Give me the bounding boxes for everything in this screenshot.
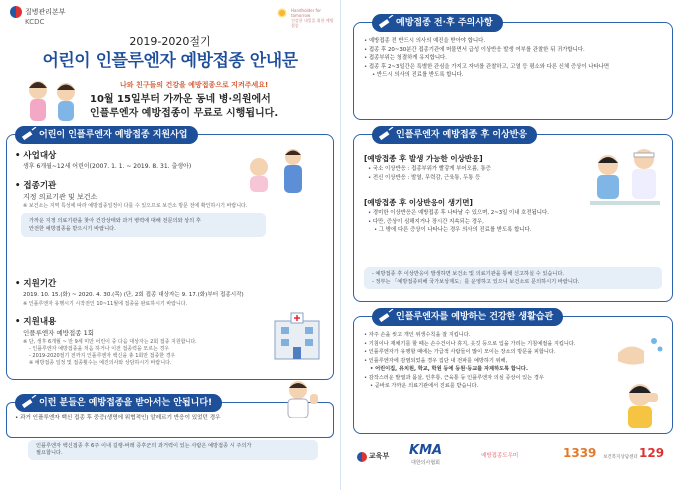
section-title: 인플루엔자 예방접종 후 이상반응 [396, 130, 528, 140]
headline [90, 93, 338, 121]
precautions-section [353, 18, 673, 120]
list-item: • 감작스러운 발열과 몸살, 인후통, 근육통 등 인플루엔자 의심 증상이 있는 경우 [364, 374, 604, 383]
parent-baby-illustration-icon [243, 147, 313, 193]
adverse-reaction-section [353, 130, 673, 302]
contraindication-item: • 과거 인플루엔자 백신 접종 후 중증(생명에 위협적인) 알레르기 반응이 있었던 경우 [15, 415, 221, 421]
agency-heading: • 접종기관 [15, 179, 56, 191]
children-illustration-icon [18, 76, 88, 126]
kma-logo: KMA [409, 443, 443, 458]
list-item: • 기침이나 재채기를 할 때는 손수건이나 휴지, 옷깃 등으로 입을 가리는 기침예절을 지킵니다. [364, 340, 604, 349]
list-item: • 인플루엔자가 유행할 때에는 가급적 사람들이 많이 모이는 장소의 방문을 피합니다. [364, 348, 604, 357]
clinic-building-icon [267, 311, 327, 361]
slogan: 나와 친구들의 건강을 예방접종으로 지켜주세요! [120, 81, 269, 89]
list-item: • 곧바로 가까운 의료기관에서 진료를 받습니다. [364, 382, 604, 391]
section-header [15, 126, 198, 144]
section-header [372, 126, 537, 144]
list-item: • 반드시 의사의 진료를 받도록 합니다. [364, 71, 664, 80]
agency-text: 지정 의료기관 및 보건소 [23, 193, 98, 201]
list-item: • 접종 후 2~3일간은 특별한 관심을 가지고 자녀를 관찰하고, 고열 등 평소와 다른 신체 증상이 나타나면 [364, 63, 664, 72]
report-info-box: - 예방접종 후 이상반응이 발생하면 보건소 및 의료기관을 통해 신고하실 수 있습니다. - 정부는 「예방접종피해 국가보상제도」를 운영하고 있으니 보건소로 문의하시기 바랍니다. [364, 267, 662, 289]
section-header [372, 14, 503, 32]
support-program-section: 어린이 인플루엔자 예방접종 지원사업 • 사업대상 생후 6개월~12세 어린이(2007. 1. 1. ~ 2019. 8. 31. 출생아) • 접종기관 지정 의료기관 및 보건소 ※ 보건소는 지역 특성에 따라 예방접종일정이 다를 수 있으므로 보건소 방문 전에 확인하시기 바랍니다. 가까운 지정 의료기관을 찾아 건강상태와 과거 병력에 대해 전문의와 상의 후 안전한 예방접종을 받으시기 바랍니다. • 지원기간 2019. 10. 15.(화) ~ 2020. 4. 30.(목) (단, 2회 접종 대상자는 9. 17.(화)부터 접종시작) ※ 인플루엔자 유행시기 시작전인 10~11월에 접종을 완료하시기 바랍니다. • 지원내용 인플루엔자 예방접종 1회 ※ 단, 생후 6개월 ~ 만 9세 미만 어린이 중 다음 대상자는 2회 접종 지원합니다. - 인플루엔자 예방접종을 처음 하거나 이전 접종력을 모르는 경우 - 2019-2020절기 전까지 인플루엔자 백신을 총 1회만 접종한 경우 ※ 예방접종 일정 및 접종횟수는 예진의사와 상담하시기 바랍니다. [6, 134, 334, 380]
section-header [15, 394, 222, 412]
headline-line-1: 10월 15일부터 가까운 동네 병·의원에서 [90, 94, 271, 105]
target-text: 생후 6개월~12세 어린이(2007. 1. 1. ~ 2019. 8. 31. 출생아) [23, 163, 192, 170]
syringe-icon [376, 309, 394, 325]
syringe-icon [376, 15, 394, 31]
season-label: 2019-2020절기 [129, 35, 211, 48]
syringe-icon [19, 395, 37, 411]
section-header [372, 308, 563, 326]
syringe-icon [376, 127, 394, 143]
healthy-habits-section [353, 312, 673, 434]
if-reaction-list: • 경미한 이상반응은 예방접종 후 나타날 수 있으며, 2~3일 이내 호전됩니다. • 다만, 증상이 심해지거나 장시간 지속되는 경우, • 그 밖에 다른 증상이 나타나는 경우 의사의 진료를 받도록 합니다. [368, 209, 588, 235]
moe-emblem-icon [357, 452, 367, 462]
agency-info-box: 가까운 지정 의료기관을 찾아 건강상태와 과거 병력에 대해 전문의와 상의 후 안전한 예방접종을 받으시기 바랍니다. [21, 213, 266, 237]
list-item: • 인플루엔자에 감염되었을 경우 집단 내 전파를 예방하기 위해, [364, 357, 604, 366]
list-item: • 예방접종 전 반드시 의사의 예진을 받아야 합니다. [364, 37, 664, 46]
content-text: 인플루엔자 예방접종 1회 [23, 329, 95, 337]
habits-list [364, 331, 604, 391]
call-1339-logo: 1339 [563, 446, 597, 460]
if-reaction-heading: [예방접종 후 이상반응이 생기면] [364, 198, 473, 207]
call-129-label: 보건복지상담센터 [603, 455, 638, 460]
section-title: 예방접종 전·후 주의사항 [396, 18, 493, 28]
list-item: • 자주 손을 씻고 개인 위생수칙을 잘 지킵니다. [364, 331, 604, 340]
doctor-stop-hand-icon [272, 378, 322, 418]
moe-logo: 교육부 [357, 451, 389, 462]
headline-line-2: 인플루엔자 예방접종이 무료로 시행됩니다. [90, 108, 279, 119]
list-item: • 접종 후 20~30분간 접종기관에 머물면서 급성 이상반응 발생 여부를 관찰한 뒤 귀가합니다. [364, 46, 664, 55]
possible-reactions-heading: [예방접종 후 발생 가능한 이상반응] [364, 154, 483, 163]
precautions-list [364, 37, 664, 80]
kma-label: 대한의사협회 [411, 460, 440, 466]
sun-icon [275, 6, 289, 20]
vaccination-helper-logo: Handholder for tomorrow 건강한 내일을 위한 예방접종 [275, 6, 335, 28]
page-title: 어린이 인플루엔자 예방접종 안내문 [42, 51, 298, 71]
section-title: 어린이 인플루엔자 예방접종 지원사업 [39, 130, 188, 140]
period-text: 2019. 10. 15.(화) ~ 2020. 4. 30.(목) (단, 2회 접종 대상자는 9. 17.(화)부터 접종시작) [23, 292, 244, 298]
possible-reactions-list: • 국소 이상반응 : 접종부위가 빨갛게 부어오름, 통증 • 전신 이상반응 : 발열, 무력감, 근육통, 두통 등 [368, 165, 491, 182]
child-fever-illustration-icon [586, 143, 666, 213]
right-page [340, 0, 680, 490]
gbs-info-box: 인플루엔자 백신접종 후 6주 이내 길랭-바레 증후군의 과거력이 있는 사람은 예방접종 시 주의가 필요합니다. [28, 440, 318, 460]
section-title: 이런 분들은 예방접종을 받아서는 안됩니다! [39, 398, 213, 408]
call-129-logo: 129 [639, 446, 665, 460]
content-heading: • 지원내용 [15, 315, 56, 327]
target-heading: • 사업대상 [15, 149, 56, 161]
period-heading: • 지원기간 [15, 277, 56, 289]
period-note: ※ 인플루엔자 유행시기 시작전인 10~11월에 접종을 완료하시기 바랍니다. [23, 301, 188, 307]
hfm-footer-logo: 예방접종도우미 [481, 453, 519, 459]
kcdc-logo: 질병관리본부 KCDC [10, 6, 66, 27]
section-title: 인플루엔자를 예방하는 건강한 생활습관 [396, 312, 554, 322]
partner-logos-footer [341, 440, 680, 490]
list-item: • 어린이집, 유치원, 학교, 학원 등에 등원·등교를 자제하도록 합니다. [364, 365, 604, 374]
agency-note: ※ 보건소는 지역 특성에 따라 예방접종일정이 다를 수 있으므로 보건소 방문 전에 확인하시기 바랍니다. [23, 203, 248, 209]
kcdc-emblem-icon [10, 6, 22, 18]
handwashing-cough-illustration-icon [610, 323, 670, 429]
list-item: • 접종부위는 청결하게 유지합니다. [364, 54, 664, 63]
syringe-icon [19, 127, 37, 143]
